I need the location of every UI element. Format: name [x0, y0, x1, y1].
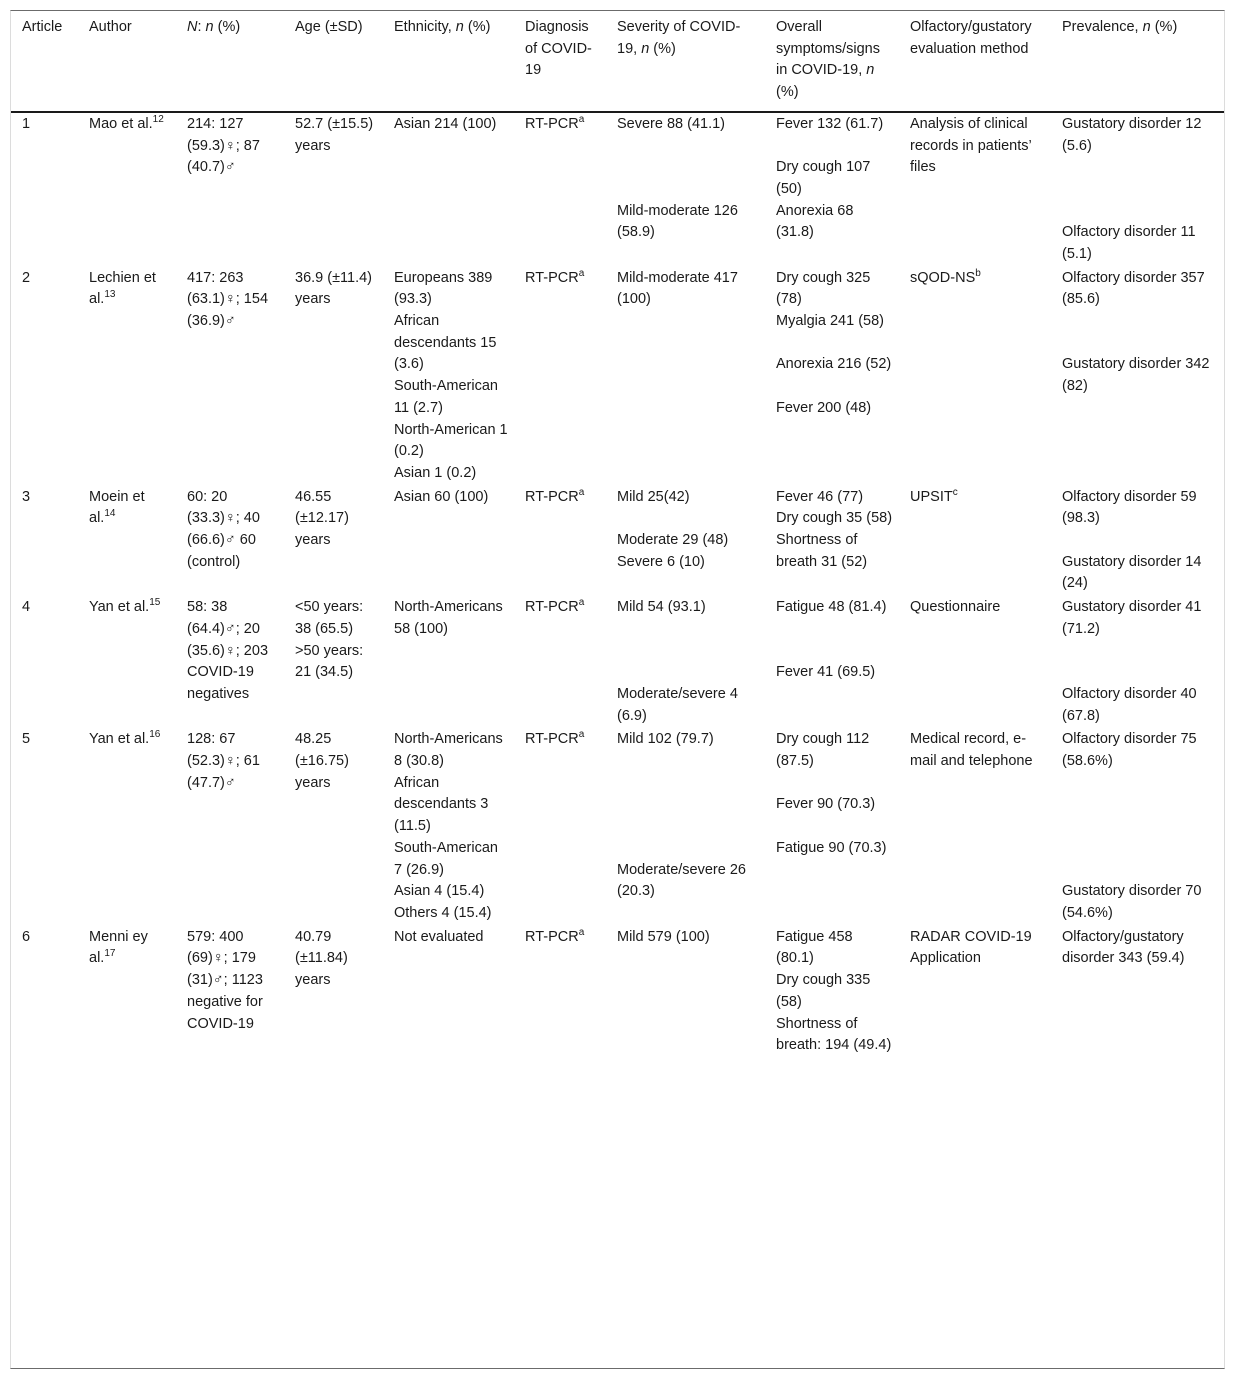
header-article: Article — [22, 19, 63, 35]
cell-ethnicity: Asian 60 (100) — [394, 488, 489, 505]
cell-prevalence: Olfactory disorder 75 (58.6%) Gustatory disorder 70 (54.6%) — [1062, 731, 1202, 921]
cell-n: 417: 263 (63.1)♀; 154 (36.9)♂ — [187, 269, 269, 330]
cell-article: 1 — [22, 115, 31, 132]
header-symptoms: Overall symptoms/signs in COVID-19, n (%) — [776, 19, 880, 101]
cell-article: 3 — [22, 488, 31, 505]
header-ethnicity: Ethnicity, n (%) — [394, 19, 491, 35]
header-evaluation-method: Olfactory/gustatory evaluation method — [910, 19, 1032, 57]
cell-symptoms: Fever 132 (61.7) Dry cough 107 (50) Anorexia 68 (31.8) — [776, 115, 884, 241]
cell-age: 36.9 (±11.4) years — [295, 269, 373, 308]
cell-age: 48.25 (±16.75) years — [295, 731, 349, 791]
table-row — [11, 112, 1224, 267]
cell-ethnicity: Not evaluated — [394, 928, 484, 945]
cell-evaluation-method: Questionnaire — [910, 599, 1001, 616]
cell-evaluation-method: Analysis of clinical records in patients’ files — [910, 115, 1032, 176]
cell-diagnosis: RT-PCR$^a$ — [525, 926, 585, 945]
cell-severity: Mild 25(42) Moderate 29 (48) Severe 6 (10) — [617, 488, 729, 570]
cell-n: 579: 400 (69)♀; 179 (31)♂; 1123 negative for COVID-19 — [187, 928, 263, 1032]
cell-n: 128: 67 (52.3)♀; 61 (47.7)♂ — [187, 731, 260, 791]
header-age: Age (±SD) — [295, 19, 363, 35]
header-severity: Severity of COVID-19, n (%) — [617, 19, 741, 57]
cell-severity: Mild 102 (79.7) Moderate/severe 26 (20.3) — [617, 731, 746, 900]
cell-n: 60: 20 (33.3)♀; 40 (66.6)♂ 60 (control) — [187, 488, 260, 570]
cell-n: 58: 38 (64.4)♂; 20 (35.6)♀; 203 COVID-19 negatives — [187, 599, 269, 702]
cell-symptoms: Fatigue 48 (81.4) Fever 41 (69.5) — [776, 599, 887, 681]
table-header-row — [11, 11, 1224, 112]
cell-severity: Mild 579 (100) — [617, 928, 710, 945]
cell-article: 2 — [22, 269, 31, 286]
cell-author: Yan et al.$^{16}$ — [89, 729, 161, 748]
cell-symptoms: Fever 46 (77) Dry cough 35 (58) Shortness of breath 31 (52) — [776, 488, 893, 570]
cell-evaluation-method: UPSIT$^c$ — [910, 486, 958, 505]
cell-prevalence: Olfactory disorder 59 (98.3) Gustatory disorder 14 (24) — [1062, 488, 1202, 592]
cell-evaluation-method: RADAR COVID-19 Application — [910, 928, 1032, 967]
cell-evaluation-method: sQOD-$NS^b$ — [910, 267, 981, 286]
cell-prevalence: Olfactory/gustatory disorder 343 (59.4) — [1062, 928, 1185, 967]
cell-article: 4 — [22, 599, 31, 616]
cell-author: Lechien et al.$^{13}$ — [89, 269, 156, 308]
cell-evaluation-method: Medical record, e-mail and telephone — [910, 731, 1033, 770]
table-row — [11, 267, 1224, 486]
cell-prevalence: Gustatory disorder 12 (5.6) Olfactory disorder 11 (5.1) — [1062, 115, 1202, 262]
cell-severity: Mild 54 (93.1) Moderate/severe 4 (6.9) — [617, 599, 738, 724]
cell-author: Moein et al.$^{14}$ — [89, 488, 145, 527]
table-frame — [10, 10, 1225, 1369]
cell-author: Menni ey al.$^{17}$ — [89, 928, 148, 967]
cell-symptoms: Dry cough 112 (87.5) Fever 90 (70.3) Fatigue 90 (70.3) — [776, 731, 887, 856]
cell-diagnosis: RT-PCR$^a$ — [525, 267, 585, 286]
cell-prevalence: Olfactory disorder 357 (85.6) Gustatory disorder 342 (82) — [1062, 269, 1210, 395]
studies-table — [11, 11, 1224, 1058]
cell-ethnicity: North-Americans 58 (100) — [394, 599, 503, 637]
cell-prevalence: Gustatory disorder 41 (71.2) Olfactory disorder 40 (67.8) — [1062, 599, 1202, 724]
cell-symptoms: Dry cough 325 (78) Myalgia 241 (58) Anorexia 216 (52) Fever 200 (48) — [776, 269, 892, 416]
cell-ethnicity: Asian 214 (100) — [394, 115, 497, 132]
header-n: N: n (%) — [187, 19, 241, 35]
cell-author: Yan et al.$^{15}$ — [89, 597, 161, 616]
header-prevalence: Prevalence, n (%) — [1062, 19, 1178, 35]
table-row — [11, 926, 1224, 1058]
cell-diagnosis: RT-PCR$^a$ — [525, 597, 585, 616]
cell-n: 214: 127 (59.3)♀; 87 (40.7)♂ — [187, 115, 260, 176]
table-row — [11, 486, 1224, 597]
cell-age: 52.7 (±15.5) years — [295, 115, 374, 154]
cell-symptoms: Fatigue 458 (80.1) Dry cough 335 (58) Shortness of breath: 194 (49.4) — [776, 928, 892, 1054]
cell-diagnosis: RT-PCR$^a$ — [525, 729, 585, 748]
cell-author: Mao et al.$^{12}$ — [89, 113, 164, 132]
header-diagnosis: Diagnosis of COVID-19 — [525, 19, 592, 79]
cell-ethnicity: Europeans 389 (93.3) African descendants 15 (3.6) South-American 11 (2.7) North-American 1 (0.2) Asian 1 (0.2) — [394, 269, 508, 481]
header-author: Author — [89, 19, 132, 35]
cell-diagnosis: RT-PCR$^a$ — [525, 113, 585, 132]
cell-severity: Severe 88 (41.1) Mild-moderate 126 (58.9) — [617, 115, 738, 241]
cell-age: 40.79 (±11.84) years — [295, 928, 348, 989]
cell-article: 6 — [22, 928, 31, 945]
table-row — [11, 728, 1224, 925]
cell-article: 5 — [22, 731, 31, 748]
cell-age: <50 years: 38 (65.5) >50 years: 21 (34.5) — [295, 599, 364, 681]
table-row — [11, 596, 1224, 728]
cell-diagnosis: RT-PCR$^a$ — [525, 486, 585, 505]
cell-age: 46.55 (±12.17) years — [295, 488, 349, 549]
cell-severity: Mild-moderate 417 (100) — [617, 269, 738, 308]
cell-ethnicity: North-Americans 8 (30.8) African descendants 3 (11.5) South-American 7 (26.9) Asian 4 (15.4) Others 4 (15.4) — [394, 731, 503, 921]
